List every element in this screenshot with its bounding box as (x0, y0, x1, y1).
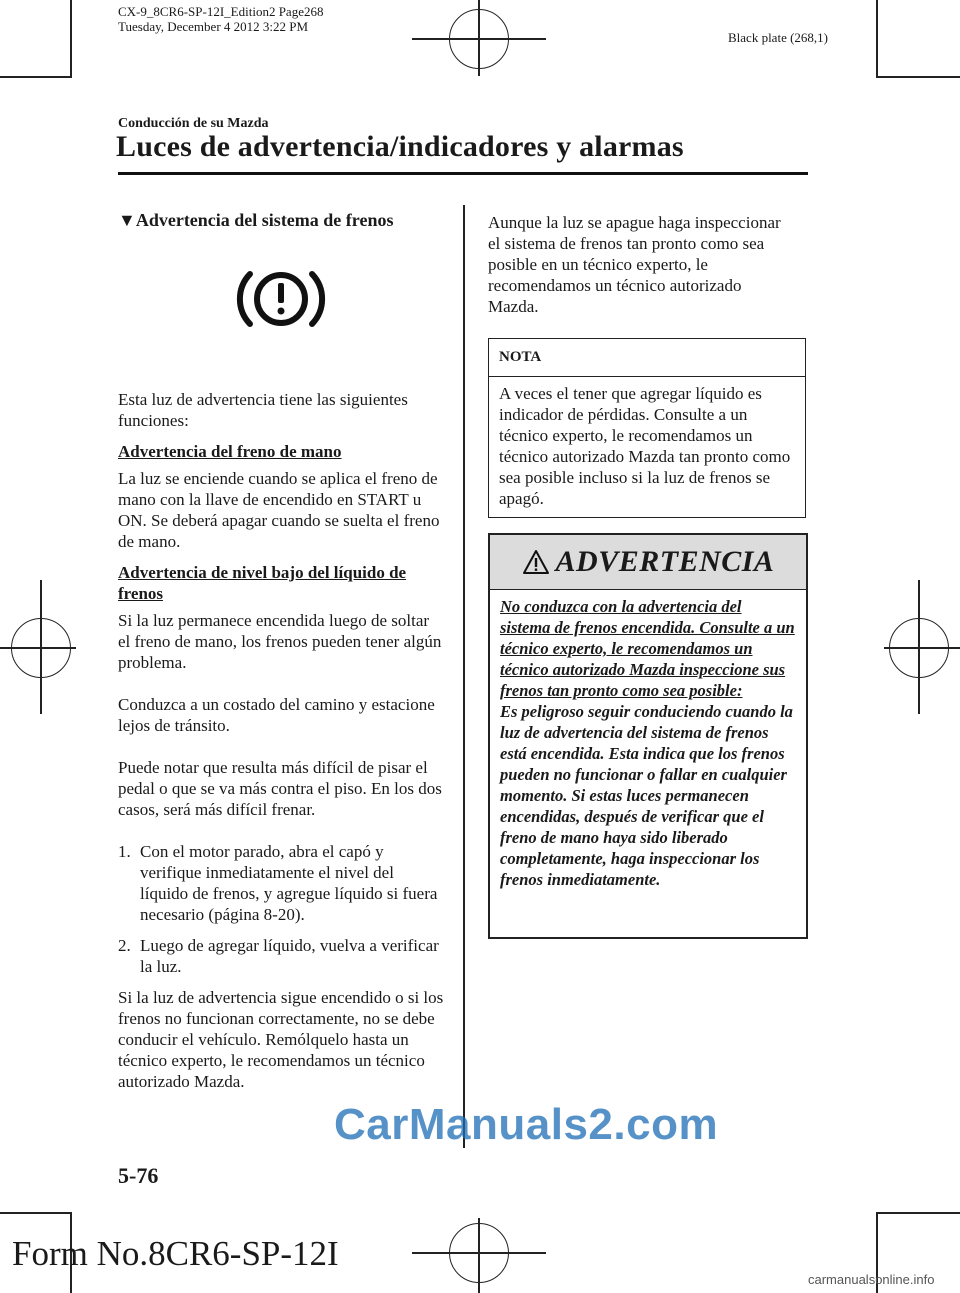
site-link[interactable]: carmanualsonline.info (808, 1272, 935, 1287)
brake-warning-icon (118, 249, 444, 349)
note-box (488, 338, 806, 518)
subheading-handbrake: Advertencia del freno de mano (118, 442, 342, 461)
step-item (118, 935, 444, 977)
right-column (488, 212, 788, 317)
note-title: NOTA (489, 339, 805, 377)
crop-mark (878, 1212, 960, 1214)
paragraph: Si la luz de advertencia sigue encendido o si los frenos no funcionan correctamente, no se debe conducir el vehículo. Remólquelo hasta un técnico experto, le recomendamos un técnico autorizado Mazda. (118, 988, 444, 1091)
note-body: A veces el tener que agregar líquido es indicador de pérdidas. Consulte a un técnico experto, le recomendamos un técnico autorizado Mazda tan pronto como sea posible incluso si la luz de frenos se apagó. (499, 384, 791, 508)
paragraph: Conduzca a un costado del camino y estacione lejos de tránsito. (118, 695, 435, 735)
registration-circle (449, 9, 509, 69)
section-heading (118, 210, 444, 231)
left-column (118, 210, 444, 1092)
date-line: Tuesday, December 4 2012 3:22 PM (118, 19, 309, 34)
warning-title: ADVERTENCIA (555, 545, 775, 578)
subheading-fluid-level: Advertencia de nivel bajo del líquido de frenos (118, 563, 407, 603)
caution-triangle-icon (522, 549, 550, 575)
crop-mark (0, 76, 72, 78)
warning-body (490, 590, 806, 896)
crop-mark (70, 0, 72, 78)
registration-circle (449, 1223, 509, 1283)
step-text: Con el motor parado, abra el capó y verifique inmediatamente el nivel del líquido de frenos, y agregue líquido si fuera necesario (página 8-20). (140, 842, 438, 924)
print-metadata (118, 4, 323, 34)
warning-box (488, 533, 808, 939)
registration-circle (11, 618, 71, 678)
watermark: CarManuals2.com (334, 1100, 719, 1149)
triangle-down-icon: ▼ (118, 210, 136, 230)
step-number: 1. (118, 842, 131, 861)
column-divider (463, 205, 465, 1148)
section-label: Conducción de su Mazda (118, 116, 269, 131)
paragraph: Aunque la luz se apague haga inspeccionar el sistema de frenos tan pronto como sea posible en un técnico experto, le recomendamos un técnico autorizado Mazda. (488, 213, 781, 316)
heading-text: Advertencia del sistema de frenos (135, 210, 394, 230)
intro-text: Esta luz de advertencia tiene las siguientes funciones: (118, 390, 408, 430)
crop-mark (0, 1212, 72, 1214)
warning-underlined-text: No conduzca con la advertencia del sistema de frenos encendida. Consulte a un técnico experto, le recomendamos un técnico autorizado Mazda inspeccione sus frenos tan pronto como sea posible: (500, 597, 795, 700)
paragraph: La luz se enciende cuando se aplica el freno de mano con la llave de encendido en START u ON. Se deberá apagar cuando se suelta el freno de mano. (118, 469, 440, 551)
step-item (118, 841, 444, 925)
paragraph: Puede notar que resulta más difícil de pisar el pedal o que se va más contra el piso. En los dos casos, será más difícil frenar. (118, 758, 442, 819)
title-rule (118, 172, 808, 175)
crop-mark (878, 76, 960, 78)
step-text: Luego de agregar líquido, vuelva a verificar la luz. (140, 936, 439, 976)
form-number: Form No.8CR6-SP-12I (12, 1234, 339, 1273)
step-number: 2. (118, 936, 131, 955)
paragraph: Si la luz permanece encendida luego de soltar el freno de mano, los frenos pueden tener algún problema. (118, 611, 442, 672)
warning-text: Es peligroso seguir conduciendo cuando la luz de advertencia del sistema de frenos está encendida. Esta indica que los frenos pueden no funcionar o fallar en cualquier momento. Si estas luces permanecen encendidas, después de verificar que el freno de mano haya sido liberado completamente, haga inspeccionar los frenos inmediatamente. (500, 702, 793, 889)
registration-circle (889, 618, 949, 678)
plate-label: Black plate (268,1) (728, 30, 828, 45)
warning-header (490, 535, 806, 590)
file-line: CX-9_8CR6-SP-12I_Edition2 Page268 (118, 4, 324, 19)
page-title: Luces de advertencia/indicadores y alarmas (116, 130, 684, 163)
crop-mark (876, 0, 878, 78)
page-number: 5-76 (118, 1163, 159, 1188)
